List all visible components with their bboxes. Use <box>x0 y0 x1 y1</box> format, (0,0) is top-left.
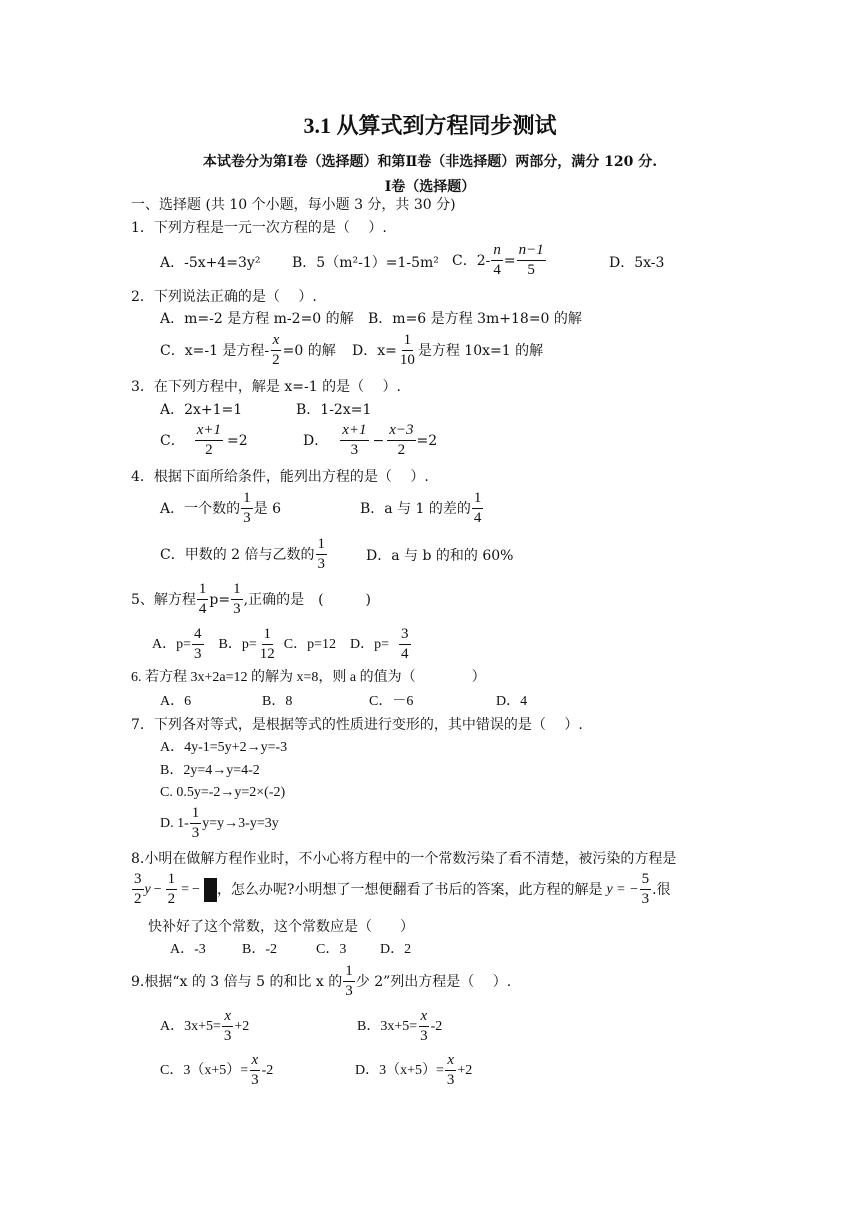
question-2-option-d: D．x= $\frac{1}{10}$ 是方程 10x=1 的解 <box>352 332 544 368</box>
question-2-option-b: B．m=6 是方程 3m+18=0 的解 <box>368 311 582 327</box>
question-3-option-d: D． x+1 3 − $\frac{x-3}{2}$ =2 <box>303 422 438 458</box>
question-7-option-d: D. 1- 1 3 y=y→3-y=3y <box>160 805 279 841</box>
question-1-option-d: D．5x-3 <box>609 255 665 271</box>
question-5-option-c: C．p=12 <box>283 636 336 652</box>
fraction: $\frac{x}{3}$ <box>446 1052 455 1088</box>
fraction: 3 2 <box>134 871 142 907</box>
fraction: $\frac{x}{3}$ <box>251 1052 259 1088</box>
question-9-option-b: B．3x+5= $\frac{x}{3}$ -2 <box>357 1008 443 1044</box>
fraction: $\frac{4}{3}$ <box>194 626 202 662</box>
question-9-option-a: A．3x+5= $\frac{x}{3}$ +2 <box>160 1008 250 1044</box>
question-5-option-b: B．p= $\frac{1}{12}$ <box>218 626 275 662</box>
exam-instructions: 本试卷分为第Ⅰ卷（选择题）和第Ⅱ卷（非选择题）两部分，满分 120 分. <box>202 154 658 170</box>
question-1-option-b: B．5（m²-1）=1-5m² <box>292 255 439 271</box>
fraction: $\frac{x}{3}$ <box>223 1008 232 1044</box>
question-3-option-a: A．2x+1=1 <box>160 402 243 418</box>
question-3-stem: 3．在下列方程中，解是 x=-1 的是（ ）. <box>131 379 401 395</box>
fraction: $\frac{1}{10}$ <box>399 332 415 368</box>
fraction: $\frac{1}{3}$ <box>233 581 241 617</box>
question-6-option-a: A．6 <box>160 694 192 709</box>
fraction: $\frac{1}{12}$ <box>259 626 275 662</box>
question-3-option-b: B．1-2x=1 <box>296 402 372 418</box>
fraction: 1 4 <box>473 490 482 526</box>
question-1-option-a: A．-5x+4=3y² <box>160 255 261 271</box>
question-1-stem: 1．下列方程是一元一次方程的是（ ）. <box>131 220 387 236</box>
question-8-option-b: B．-2 <box>242 942 277 957</box>
question-9-option-d: D．3（x+5）= $\frac{x}{3}$ +2 <box>355 1052 473 1088</box>
question-7-option-b: B．2y=4→y=4-2 <box>160 763 260 778</box>
question-4-option-d: D．a 与 b 的和的 60% <box>366 548 514 564</box>
question-6-option-b: B．8 <box>262 694 293 709</box>
question-5-option-a: A．p= $\frac{4}{3}$ <box>152 626 202 662</box>
fraction: $\frac{x+1}{2}$ <box>196 422 221 458</box>
fraction: $\frac{n}{4}$ <box>493 242 501 278</box>
ink-blot <box>204 878 217 902</box>
question-4-option-c: C．甲数的 2 倍与乙数的 1 3 <box>160 536 326 572</box>
fraction: 1 3 <box>317 536 326 572</box>
question-4-option-b: B．a 与 1 的差的 1 4 <box>360 490 482 526</box>
fraction: $\frac{3}{4}$ <box>401 626 409 662</box>
fraction: $\frac{1}{2}$ <box>167 871 176 907</box>
fraction: 1 3 <box>191 805 200 841</box>
question-5-stem: 5、解方程 1 4 p= $\frac{1}{3}$ ,正确的是 ( ) <box>131 581 371 617</box>
question-4-stem: 4．根据下面所给条件，能列出方程的是（ ）. <box>131 469 429 485</box>
question-2-option-c: C．x=-1 是方程- $\frac{x}{2}$ =0 的解 <box>160 332 336 368</box>
question-6-stem: 6. 若方程 3x+2a=12 的解为 x=8，则 a 的值为（ ） <box>131 670 486 685</box>
question-3-option-c: C． $\frac{x+1}{2}$ =2 <box>160 422 248 458</box>
question-8-option-c: C．3 <box>316 942 347 957</box>
fraction: $\frac{x-3}{2}$ <box>389 422 414 458</box>
question-7-option-c: C. 0.5y=-2→y=2×(-2) <box>160 785 286 800</box>
fraction: $\frac{n-1}{5}$ <box>518 242 544 278</box>
fraction: x+1 3 <box>342 422 367 458</box>
part-heading: 一、选择题 (共 10 个小题，每小题 3 分，共 30 分) <box>131 197 456 213</box>
fraction: $\frac{x}{3}$ <box>420 1008 428 1044</box>
fraction: 1 4 <box>198 581 207 617</box>
question-9-stem: 9.根据“x 的 3 倍与 5 的和比 x 的 1 3 少 2”列出方程是（ ）. <box>131 963 512 999</box>
question-8-stem-line-2: 3 2 y − $\frac{1}{2}$ = − ，怎么办呢?小明想了一想便翻看了书后的答案，此方程的解是 y = − $\frac{5}{3}$ .很 <box>134 871 671 907</box>
question-8-option-d: D．2 <box>380 942 412 957</box>
page-title: 3.1 从算式到方程同步测试 <box>303 113 557 138</box>
question-2-option-a: A．m=-2 是方程 m-2=0 的解 <box>160 311 354 327</box>
question-9-option-c: C．3（x+5）= $\frac{x}{3}$ -2 <box>160 1052 274 1088</box>
question-8-stem-line-1: 8.小明在做解方程作业时，不小心将方程中的一个常数污染了看不清楚，被污染的方程是 <box>131 851 677 867</box>
question-2-stem: 2．下列说法正确的是（ ）. <box>131 289 317 305</box>
fraction: 1 3 <box>243 490 251 526</box>
question-8-stem-line-3: 快补好了这个常数，这个常数应是（ ） <box>148 919 414 935</box>
question-6-option-c: C．－6 <box>369 694 414 709</box>
question-5-option-d: D．p= $\frac{3}{4}$ <box>349 626 409 662</box>
fraction: $\frac{x}{2}$ <box>272 332 280 368</box>
question-7-stem: 7．下列各对等式，是根据等式的性质进行变形的，其中错误的是（ ）. <box>131 717 583 733</box>
question-8-option-a: A．-3 <box>170 942 206 957</box>
fraction: 1 3 <box>345 963 353 999</box>
question-4-option-a: A．一个数的 1 3 是 6 <box>160 490 281 526</box>
question-5-options <box>152 626 412 663</box>
question-7-option-a: A．4y-1=5y+2→y=-3 <box>160 740 288 755</box>
question-1-option-c: C．2- $\frac{n}{4}$ = $\frac{n-1}{5}$ <box>452 242 544 278</box>
section-title: Ⅰ卷（选择题） <box>384 179 476 195</box>
fraction: $\frac{5}{3}$ <box>641 871 650 907</box>
question-6-option-d: D．4 <box>496 694 528 709</box>
